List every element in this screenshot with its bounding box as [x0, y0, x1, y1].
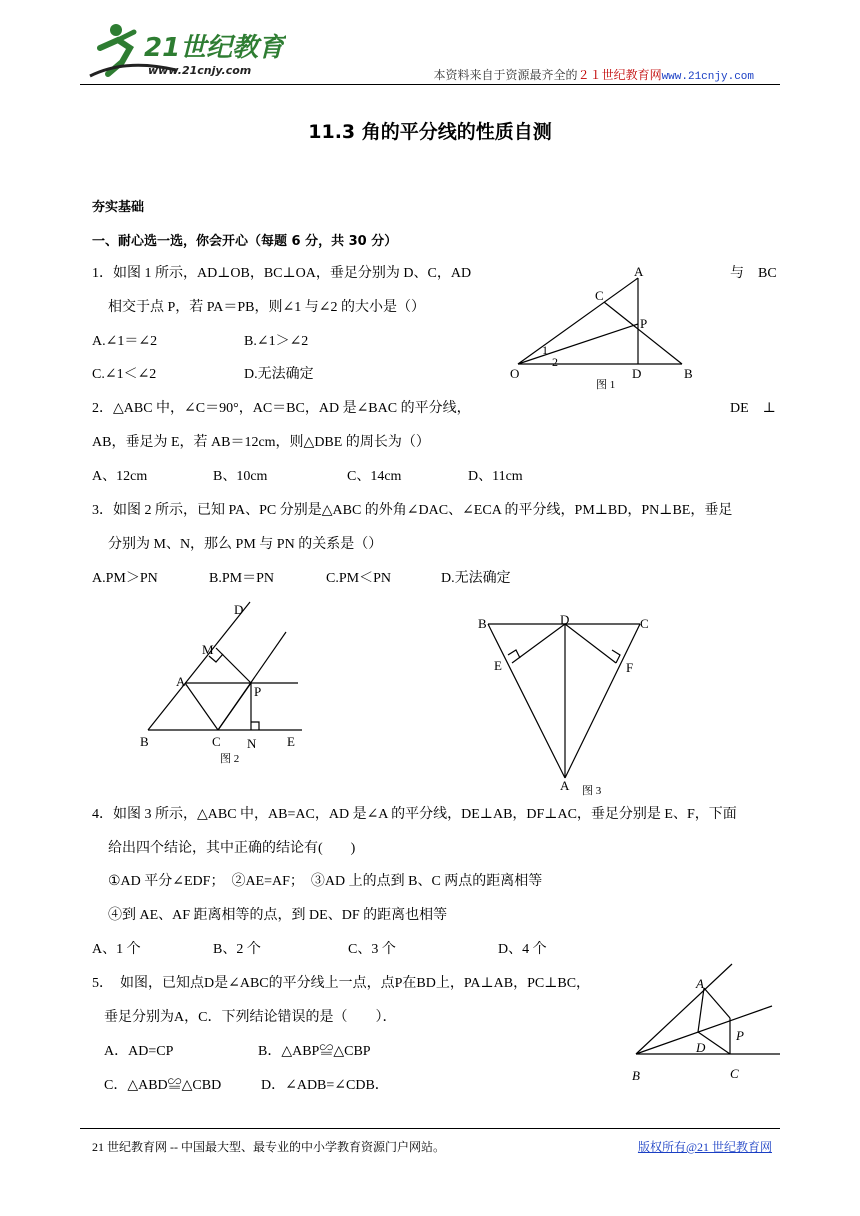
- fig1-line-op: [518, 324, 638, 364]
- fig2-line-pm: [216, 648, 251, 683]
- q2-option-b: B、10cm: [213, 469, 268, 484]
- fig5-label-a: A: [696, 976, 704, 991]
- q3-option-d: D.无法确定: [441, 571, 511, 586]
- header-rule: [80, 84, 780, 85]
- fig2-label-c: C: [212, 734, 221, 749]
- fig2-label-p: P: [254, 684, 262, 699]
- fig3-label-e: E: [494, 658, 502, 673]
- q4-line3: ①AD 平分∠EDF； ②AE=AF； ③AD 上的点到 B、C 两点的距离相等: [108, 874, 543, 889]
- fig3-label-d: D: [560, 612, 570, 627]
- footer-copyright-link[interactable]: 版权所有@21 世纪教育网: [637, 1140, 772, 1154]
- fig3-line-ac: [565, 624, 640, 778]
- footer-rule: [80, 1128, 780, 1129]
- fig1-label-b: B: [684, 366, 693, 381]
- fig1-label-p: P: [640, 316, 648, 331]
- fig3-label-c: C: [640, 616, 649, 631]
- q5-option-d: D．∠ADB=∠CDB．: [261, 1078, 389, 1093]
- q3-option-b: B.PM＝PN: [209, 571, 274, 586]
- fig3-label-f: F: [626, 660, 634, 675]
- fig2-label-n: N: [247, 736, 257, 751]
- fig2-label-e: E: [287, 734, 295, 749]
- header-note: [434, 66, 754, 83]
- q4-option-d: D、4 个: [498, 942, 547, 957]
- fig1-caption: 图 1: [596, 379, 616, 391]
- q1-line1: 1．如图 1 所示，AD⊥OB，BC⊥OA，垂足分别为 D、C，AD: [92, 266, 472, 281]
- q2-line1-end: DE ⊥: [730, 401, 776, 416]
- fig3-label-a: A: [560, 778, 570, 793]
- fig1-label-1: 1: [542, 343, 548, 357]
- fig3-label-b: B: [478, 616, 487, 631]
- fig1-line-bc: [604, 302, 682, 364]
- q1-option-a: A.∠1＝∠2: [92, 334, 158, 349]
- q1-option-c: C.∠1＜∠2: [92, 367, 157, 382]
- fig5-label-c: C: [730, 1066, 739, 1081]
- figure-5: [626, 960, 786, 1086]
- q2-option-a: A、12cm: [92, 469, 148, 484]
- q4-line4: ④到 AE、AF 距离相等的点，到 DE、DF 的距离也相等: [108, 908, 448, 923]
- q3-line1: 3．如图 2 所示，已知 PA、PC 分别是△ABC 的外角∠DAC、∠ECA 的平分线，PM⊥BD，PN⊥BE，垂足: [92, 503, 733, 518]
- q3-option-c: C.PM＜PN: [326, 571, 391, 586]
- fig2-label-b: B: [140, 734, 149, 749]
- q4-option-a: A、1 个: [92, 942, 141, 957]
- q3-line2: 分别为 M、N，那么 PM 与 PN 的关系是（）: [108, 537, 383, 552]
- fig2-right-angle-n: [251, 722, 259, 730]
- fig5-label-p: P: [736, 1028, 744, 1043]
- q5-line2: 垂足分别为A，C．下列结论错误的是（ ）．: [104, 1010, 397, 1025]
- header-note-url[interactable]: www.21cnjy.com: [661, 71, 754, 83]
- fig2-line-ac: [185, 683, 218, 730]
- q4-line2: 给出四个结论，其中正确的结论有( ): [108, 841, 356, 856]
- q3-option-a: A.PM＞PN: [92, 571, 158, 586]
- logo-url: www.21cnjy.com: [148, 64, 252, 77]
- q4-option-b: B、2 个: [213, 942, 261, 957]
- fig2-line-pc: [218, 683, 251, 730]
- q2-option-c: C、14cm: [347, 469, 402, 484]
- fig1-label-a: A: [634, 264, 644, 279]
- fig2-label-m: M: [202, 642, 214, 657]
- fig1-line-oa: [518, 278, 638, 364]
- page-title: 11.3 角的平分线的性质自测: [308, 121, 552, 143]
- q1-line1-end: 与 BC: [730, 266, 777, 281]
- q2-line2: AB，垂足为 E，若 AB＝12cm，则△DBE 的周长为（）: [92, 435, 430, 450]
- figure-2: [130, 598, 330, 768]
- fig2-label-a: A: [176, 674, 186, 689]
- q4-line1: 4．如图 3 所示，△ABC 中，AB=AC，AD 是∠A 的平分线，DE⊥AB，DF⊥AC，垂足分别是 E、F，下面: [92, 807, 737, 822]
- fig5-label-b: B: [632, 1068, 640, 1083]
- fig3-line-df: [565, 624, 616, 663]
- part-heading: 一、耐心选一选，你会开心（每题 6 分，共 30 分）: [92, 234, 398, 249]
- q4-option-c: C、3 个: [348, 942, 396, 957]
- logo-text: 21世纪教育: [144, 33, 285, 63]
- q2-option-d: D、11cm: [468, 469, 523, 484]
- fig5-label-d: D: [696, 1040, 706, 1055]
- q5-option-c: C．△ABD≌△CBD: [104, 1078, 222, 1093]
- q1-line2: 相交于点 P，若 PA＝PB，则∠1 与∠2 的大小是（）: [108, 300, 425, 315]
- site-logo: [86, 18, 286, 82]
- q2-line1: 2．△ABC 中，∠C＝90°，AC＝BC，AD 是∠BAC 的平分线，: [92, 401, 471, 416]
- fig1-label-o: O: [510, 366, 520, 381]
- q1-option-d: D.无法确定: [244, 367, 314, 382]
- fig5-line-ba: [636, 964, 732, 1054]
- header-note-prefix: 本资料来自于资源最齐全的: [433, 68, 578, 82]
- fig3-caption: 图 3: [582, 785, 602, 797]
- figure-3: [470, 608, 660, 798]
- fig3-line-ab: [488, 624, 565, 778]
- fig3-right-angle-e: [508, 650, 520, 658]
- q5-option-b: B．△ABP≌△CBP: [258, 1044, 371, 1059]
- q5-option-a: A．AD=CP: [104, 1044, 174, 1059]
- fig1-label-d: D: [632, 366, 642, 381]
- section-heading: 夯实基础: [92, 200, 145, 215]
- fig1-label-2: 2: [552, 355, 558, 369]
- fig1-label-c: C: [595, 288, 604, 303]
- q5-line1: 5． 如图，已知点D是∠ABC的平分线上一点，点P在BD上，PA⊥AB，PC⊥BC，: [92, 976, 591, 991]
- figure-1: [500, 262, 720, 392]
- footer-text: 21 世纪教育网 -- 中国最大型、最专业的中小学教育资源门户网站。: [92, 1140, 445, 1154]
- q1-option-b: B.∠1＞∠2: [244, 334, 309, 349]
- fig2-caption: 图 2: [220, 753, 240, 765]
- fig5-line-ap: [704, 988, 730, 1018]
- fig2-label-d: D: [234, 602, 244, 617]
- header-note-highlight[interactable]: ２１世纪教育网: [577, 68, 662, 82]
